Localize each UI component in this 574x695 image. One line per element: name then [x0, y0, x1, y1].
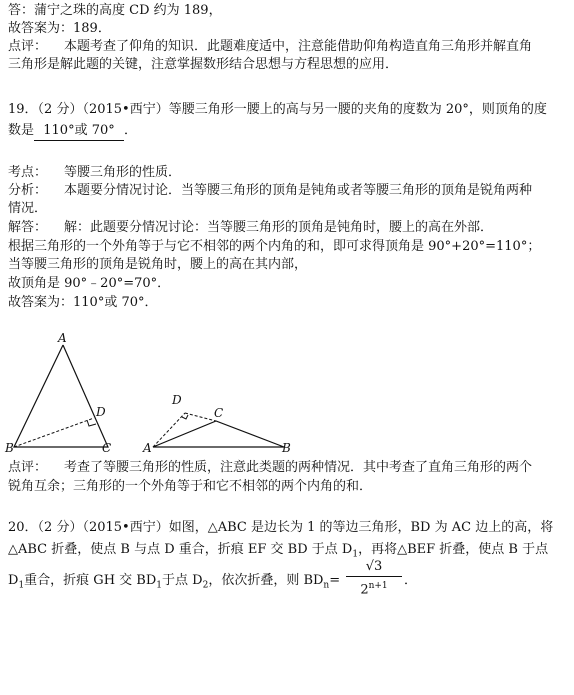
q19-end: ． [124, 123, 138, 138]
q19-answer-blank: 110°或 70° [34, 122, 124, 141]
fraction-denominator [346, 578, 402, 598]
text-line: 情况． [8, 201, 48, 216]
fenxi-text: 本题要分情况讨论．当等腰三角形的顶角是钝角或者等腰三角形的顶角是锐角两种 [64, 183, 533, 198]
fraction-numerator: √3 [365, 559, 383, 574]
label-a: A [58, 331, 67, 345]
dianping-text: 考查了等腰三角形的性质，注意此类题的两种情况．其中考查了直角三角形的两个 [64, 460, 533, 475]
jieda-tag: 解答： [8, 220, 48, 235]
jieda-text: 解：此题要分情况讨论：当等腰三角形的顶角是钝角时，腰上的高在外部． [64, 220, 494, 235]
solution-line: 故答案为：110°或 70°． [8, 295, 158, 310]
label-c: C [214, 406, 224, 420]
q20-text: △ABC 折叠，使点 B 与点 D 重合，折痕 EF 交 BD 于点 D [8, 542, 353, 557]
kaodian-tag: 考点： [8, 165, 48, 180]
fenxi-tag: 分析： [8, 183, 48, 198]
comment-tag: 点评： [8, 39, 48, 54]
label-d: D [172, 393, 182, 407]
solution-line: 当等腰三角形的顶角是锐角时，腰上的高在其内部， [8, 257, 308, 272]
dianping-line [8, 459, 532, 477]
answer-fraction [346, 559, 402, 598]
text-line: 答：蒲宁之珠的高度 CD 约为 189， [8, 3, 222, 18]
kaodian-line [8, 164, 181, 182]
question-19: 19．（2 分）（2015•西宁）等腰三角形一腰上的高与另一腰的夹角的度数为 20°，则顶角的度 [8, 102, 547, 117]
q20-sub: 2 [202, 580, 209, 591]
q20-text: 于点 D [162, 573, 203, 588]
solution-line: 根据三角形的一个外角等于与它不相邻的两个内角的和，即可求得顶角是 90°+20°=110°； [8, 239, 541, 254]
comment-text: 本题考查了仰角的知识．此题难度适中，注意能借助仰角构造直角三角形并解直角 [64, 39, 533, 54]
question-20-line3 [8, 572, 340, 595]
jieda-line [8, 219, 493, 237]
left-triangle-figure [4, 331, 111, 455]
fenxi-line [8, 182, 532, 200]
q20-sub: 1 [352, 549, 359, 560]
label-a: A [143, 441, 152, 455]
q19-prefix: 数是 [8, 123, 35, 138]
right-triangle-figure [142, 393, 291, 455]
denominator-base: 2 [360, 582, 369, 598]
q20-end: ． [404, 573, 418, 588]
q20-text: D [8, 573, 19, 588]
question-20: 20．（2 分）（2015•西宁）如图，△ABC 是边长为 1 的等边三角形，BD 为 AC 边上的高，将 [8, 520, 554, 535]
q20-sub: n [323, 580, 330, 591]
triangle-figures [0, 328, 574, 456]
q20-text: 重合，折痕 GH 交 BD [24, 573, 157, 588]
q20-text: ，依次折叠，则 BD [208, 573, 324, 588]
solution-line: 故顶角是 90°﹣20°=70°． [8, 276, 171, 291]
text-line: 故答案为：189． [8, 21, 111, 36]
label-c: C [102, 441, 112, 455]
q20-sub: 1 [156, 580, 163, 591]
label-b: B [282, 441, 291, 455]
text-line: 三角形是解此题的关键，注意掌握数形结合思想与方程思想的应用． [8, 57, 399, 72]
q20-text: ，再将△BEF 折叠，使点 B 于点 [358, 542, 549, 557]
denominator-exponent: n+1 [368, 581, 388, 591]
dianping-tag: 点评： [8, 460, 48, 475]
kaodian-text: 等腰三角形的性质． [64, 165, 182, 180]
question-19-answer-line [8, 122, 137, 141]
question-20-line2 [8, 541, 548, 564]
fraction-bar [346, 576, 402, 577]
comment-line [8, 38, 532, 56]
label-b: B [5, 441, 14, 455]
q20-sub: 1 [18, 580, 25, 591]
text-line: 锐角互余；三角形的一个外角等于和它不相邻的两个内角的和． [8, 479, 373, 494]
q20-text: = [329, 573, 341, 588]
label-d: D [96, 405, 106, 419]
